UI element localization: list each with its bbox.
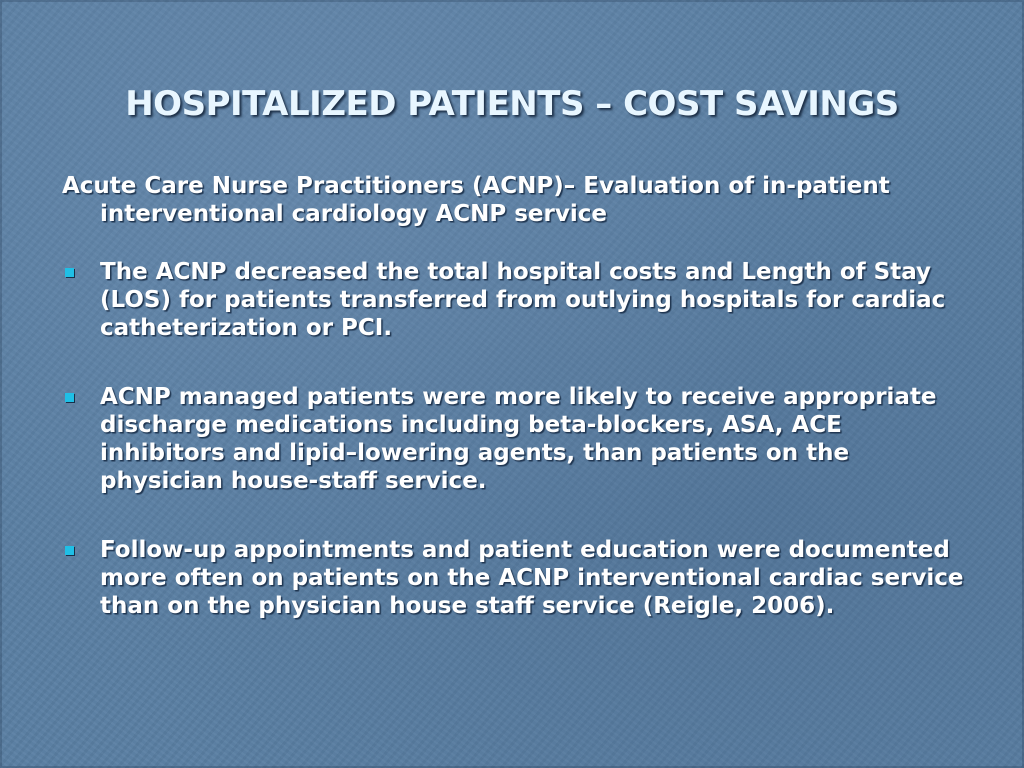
bullet-item [62, 383, 972, 495]
bullet-text: Follow-up appointments and patient education were documented more often on patients on the ACNP interventional cardiac service than on the physician house staff service (Reigle, 2006). [100, 537, 964, 619]
bullet-text: ACNP managed patients were more likely to receive appropriate discharge medications including beta-blockers, ASA, ACE inhibitors and lipid–lowering agents, than patients on the physician house-staff service. [100, 384, 937, 494]
intro-text: Acute Care Nurse Practitioners (ACNP)– Evaluation of in-patient interventional cardiology ACNP service [62, 173, 890, 227]
slide-title: HOSPITALIZED PATIENTS – COST SAVINGS [125, 84, 899, 124]
square-bullet-icon [65, 546, 74, 555]
bullet-item [62, 536, 972, 620]
bullet-item [62, 258, 972, 342]
square-bullet-icon [65, 393, 74, 402]
slide-body [62, 172, 972, 661]
square-bullet-icon [65, 268, 74, 277]
bullet-text: The ACNP decreased the total hospital costs and Length of Stay (LOS) for patients transferred from outlying hospitals for cardiac catheterization or PCI. [100, 259, 946, 341]
